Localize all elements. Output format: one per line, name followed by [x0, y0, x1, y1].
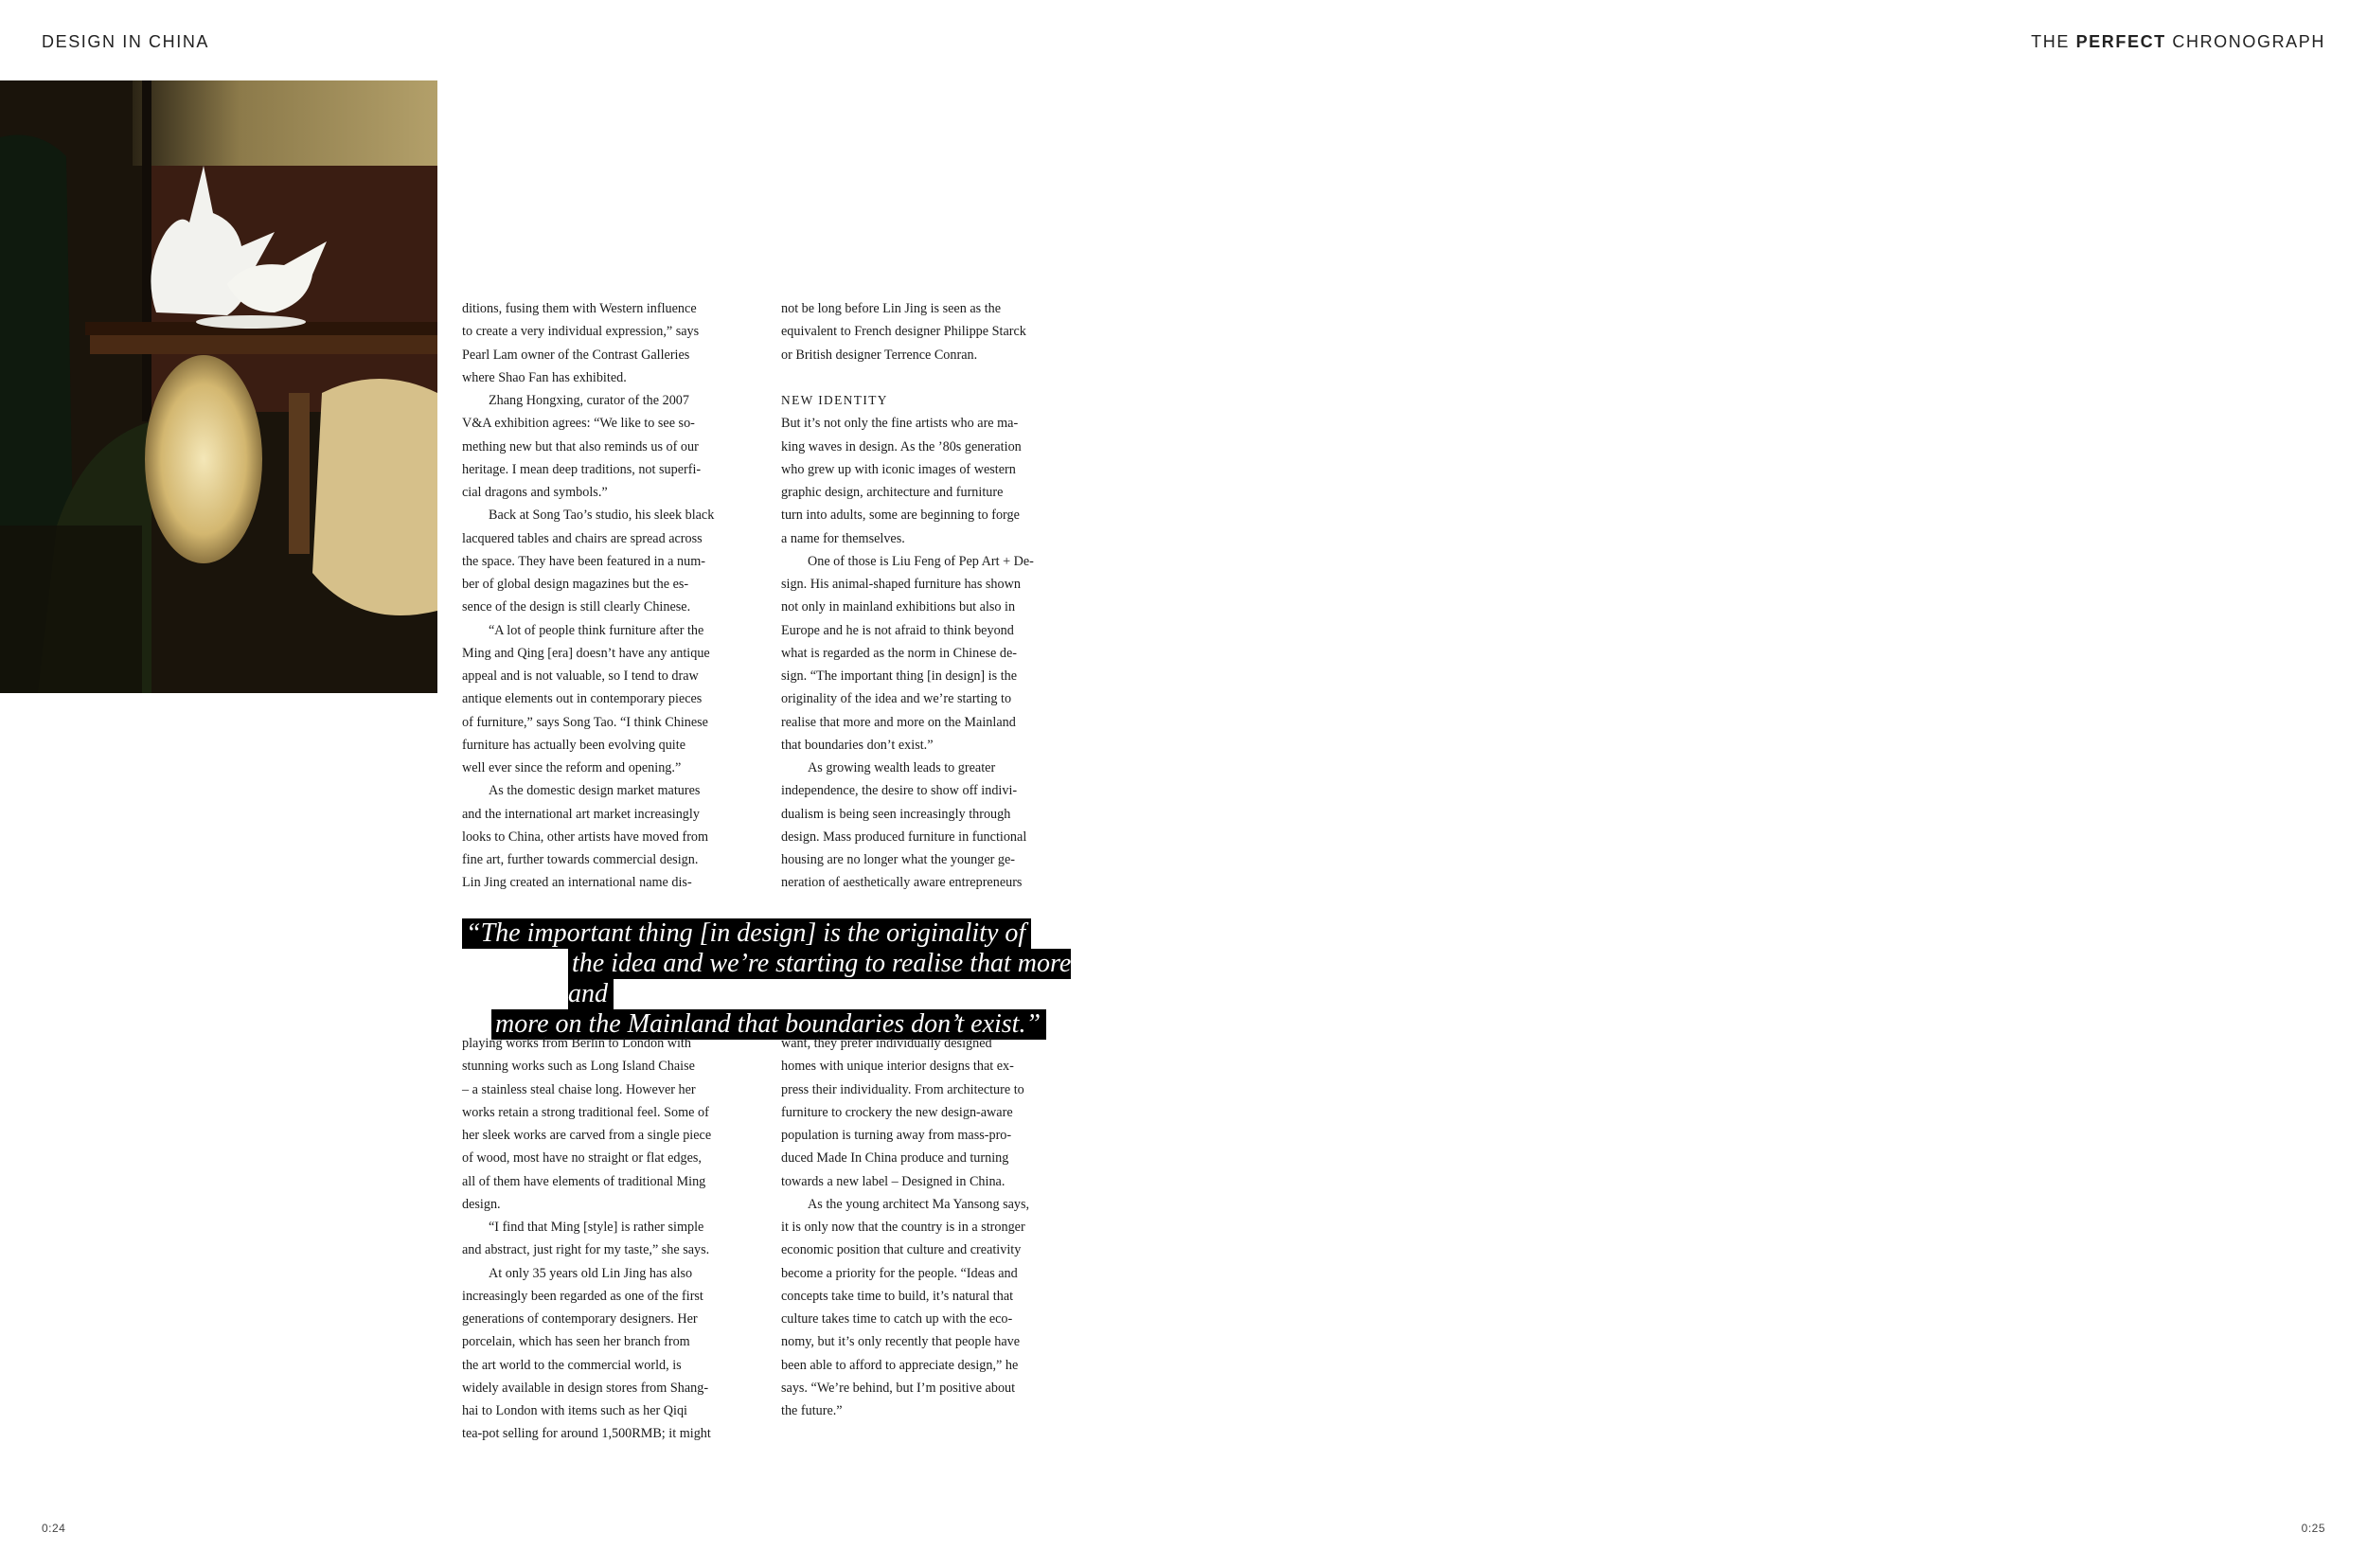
- text-line: V&A exhibition agrees: “We like to see so-: [462, 416, 695, 432]
- text-line: graphic design, architecture and furniture: [781, 485, 1004, 500]
- text-line: design.: [462, 1196, 501, 1212]
- text-line: of wood, most have no straight or flat edges,: [462, 1150, 702, 1167]
- text-line: of furniture,” says Song Tao. “I think Chinese: [462, 714, 708, 730]
- text-line: ditions, fusing them with Western influence: [462, 301, 697, 316]
- text-line: sence of the design is still clearly Chinese.: [462, 599, 691, 615]
- text-line: As growing wealth leads to greater: [808, 760, 996, 775]
- text-line: But it’s not only the fine artists who are ma-: [781, 416, 1019, 432]
- page-number-left: 0:24: [42, 1522, 66, 1535]
- text-line: that boundaries don’t exist.”: [781, 737, 934, 753]
- text-line: what is regarded as the norm in Chinese de-: [781, 645, 1017, 661]
- header-right-post: CHRONOGRAPH: [2165, 32, 2325, 51]
- text-line: ber of global design magazines but the es-: [462, 577, 689, 592]
- text-line: “A lot of people think furniture after the: [489, 622, 704, 638]
- text-line: king waves in design. As the ’80s generation: [781, 438, 1022, 454]
- text-line: all of them have elements of traditional Ming: [462, 1173, 706, 1189]
- article-column-2-bottom: [781, 1032, 1086, 1422]
- page-number-right: 0:25: [2301, 1522, 2325, 1535]
- text-line: “I find that Ming [style] is rather simple: [489, 1220, 704, 1235]
- text-line: originality of the idea and we’re starting to: [781, 691, 1012, 707]
- text-line: tea-pot selling for around 1,500RMB; it might: [462, 1426, 711, 1442]
- text-line: nomy, but it’s only recently that people have: [781, 1334, 1021, 1350]
- text-line: turn into adults, some are beginning to forge: [781, 508, 1020, 524]
- text-line: works retain a strong traditional feel. Some of: [462, 1104, 709, 1120]
- pull-quote-text-2: the idea and we’re starting to realise that more and: [568, 949, 1072, 1008]
- text-line: where Shao Fan has exhibited.: [462, 369, 627, 385]
- text-line: it is only now that the country is in a stronger: [781, 1220, 1025, 1235]
- running-header-left: DESIGN IN CHINA: [42, 32, 210, 51]
- text-line: or British designer Terrence Conran.: [781, 347, 978, 363]
- text-line: design. Mass produced furniture in functional: [781, 829, 1027, 845]
- text-line: towards a new label – Designed in China.: [781, 1173, 1006, 1189]
- text-line: Lin Jing created an international name dis-: [462, 875, 692, 891]
- text-line: generations of contemporary designers. Her: [462, 1311, 698, 1327]
- text-line: duced Made In China produce and turning: [781, 1150, 1009, 1167]
- text-line: her sleek works are carved from a single piece: [462, 1128, 712, 1143]
- text-line: porcelain, which has seen her branch from: [462, 1334, 690, 1350]
- text-line: dualism is being seen increasingly through: [781, 806, 1011, 822]
- text-line: appeal and is not valuable, so I tend to draw: [462, 668, 699, 684]
- text-line: housing are no longer what the younger ge-: [781, 852, 1016, 867]
- text-line: the future.”: [781, 1403, 843, 1418]
- text-line: – a stainless steal chaise long. However her: [462, 1081, 696, 1097]
- text-line: and abstract, just right for my taste,” she says.: [462, 1242, 710, 1258]
- text-line: Back at Song Tao’s studio, his sleek black: [489, 508, 715, 524]
- text-line: One of those is Liu Feng of Pep Art + De-: [808, 553, 1034, 569]
- text-line: the space. They have been featured in a num-: [462, 553, 705, 569]
- text-line: and the international art market increasingly: [462, 806, 700, 822]
- text-line: culture takes time to catch up with the eco-: [781, 1311, 1013, 1327]
- pull-quote-text-1: “The important thing [in design] is the originality of: [462, 918, 1031, 949]
- article-column-1-bottom: [462, 1032, 767, 1446]
- text-line: sign. His animal-shaped furniture has shown: [781, 577, 1021, 592]
- text-line: heritage. I mean deep traditions, not superfi-: [462, 461, 702, 477]
- text-line: playing works from Berlin to London with: [462, 1036, 691, 1051]
- text-line: sign. “The important thing [in design] is the: [781, 668, 1018, 684]
- text-line: As the domestic design market matures: [489, 783, 701, 799]
- text-line: population is turning away from mass-pro-: [781, 1128, 1012, 1143]
- text-line: antique elements out in contemporary pieces: [462, 691, 703, 707]
- text-line: stunning works such as Long Island Chaise: [462, 1059, 695, 1075]
- text-line: homes with unique interior designs that ex-: [781, 1059, 1014, 1075]
- pull-quote: [462, 918, 1077, 1040]
- running-header-right: [2031, 32, 2325, 52]
- text-line: increasingly been regarded as one of the first: [462, 1288, 703, 1304]
- text-line: fine art, further towards commercial design.: [462, 852, 699, 867]
- text-line: concepts take time to build, it’s natural that: [781, 1288, 1014, 1304]
- text-line: furniture has actually been evolving quite: [462, 737, 685, 753]
- text-line: As the young architect Ma Yansong says,: [808, 1196, 1030, 1212]
- text-line: neration of aesthetically aware entrepreneurs: [781, 875, 1023, 891]
- text-line: Pearl Lam owner of the Contrast Galleries: [462, 347, 690, 363]
- text-line: a name for themselves.: [781, 530, 905, 546]
- header-right-pre: THE: [2031, 32, 2076, 51]
- text-line: been able to afford to appreciate design,” he: [781, 1357, 1019, 1373]
- text-line: widely available in design stores from Shang-: [462, 1380, 709, 1396]
- pull-quote-line-1: [462, 918, 1077, 949]
- text-line: who grew up with iconic images of western: [781, 461, 1016, 477]
- text-line: cial dragons and symbols.”: [462, 485, 608, 500]
- text-line: Europe and he is not afraid to think beyond: [781, 622, 1014, 638]
- text-line: press their individuality. From architecture to: [781, 1081, 1024, 1097]
- article-column-2-top: [781, 297, 1086, 895]
- section-subhead: NEW IDENTITY: [781, 393, 888, 407]
- text-line: not be long before Lin Jing is seen as the: [781, 301, 1002, 316]
- text-line: become a priority for the people. “Ideas and: [781, 1265, 1018, 1281]
- text-line: economic position that culture and creativity: [781, 1242, 1022, 1258]
- pull-quote-text-3: more on the Mainland that boundaries don’t exist.”: [491, 1009, 1046, 1040]
- text-line: At only 35 years old Lin Jing has also: [489, 1265, 693, 1281]
- pull-quote-line-2: [462, 949, 1077, 1009]
- header-right-bold: PERFECT: [2075, 32, 2166, 51]
- text-line: want, they prefer individually designed: [781, 1036, 992, 1051]
- line-spacer: [781, 366, 1086, 389]
- text-line: independence, the desire to show off indivi-: [781, 783, 1018, 799]
- text-line: realise that more and more on the Mainland: [781, 714, 1016, 730]
- text-line: says. “We’re behind, but I’m positive about: [781, 1380, 1016, 1396]
- teapot-photo: [0, 80, 437, 693]
- text-line: furniture to crockery the new design-aware: [781, 1104, 1013, 1120]
- text-line: not only in mainland exhibitions but also in: [781, 599, 1016, 615]
- article-column-1-top: [462, 297, 767, 895]
- text-line: mething new but that also reminds us of our: [462, 438, 699, 454]
- text-line: hai to London with items such as her Qiqi: [462, 1403, 688, 1418]
- text-line: Zhang Hongxing, curator of the 2007: [489, 393, 689, 408]
- text-line: equivalent to French designer Philippe Starck: [781, 324, 1026, 340]
- text-line: Ming and Qing [era] doesn’t have any antique: [462, 645, 710, 661]
- text-line: lacquered tables and chairs are spread across: [462, 530, 703, 546]
- text-line: looks to China, other artists have moved from: [462, 829, 709, 845]
- text-line: to create a very individual expression,” says: [462, 324, 700, 340]
- text-line: the art world to the commercial world, is: [462, 1357, 682, 1373]
- text-line: well ever since the reform and opening.”: [462, 760, 682, 775]
